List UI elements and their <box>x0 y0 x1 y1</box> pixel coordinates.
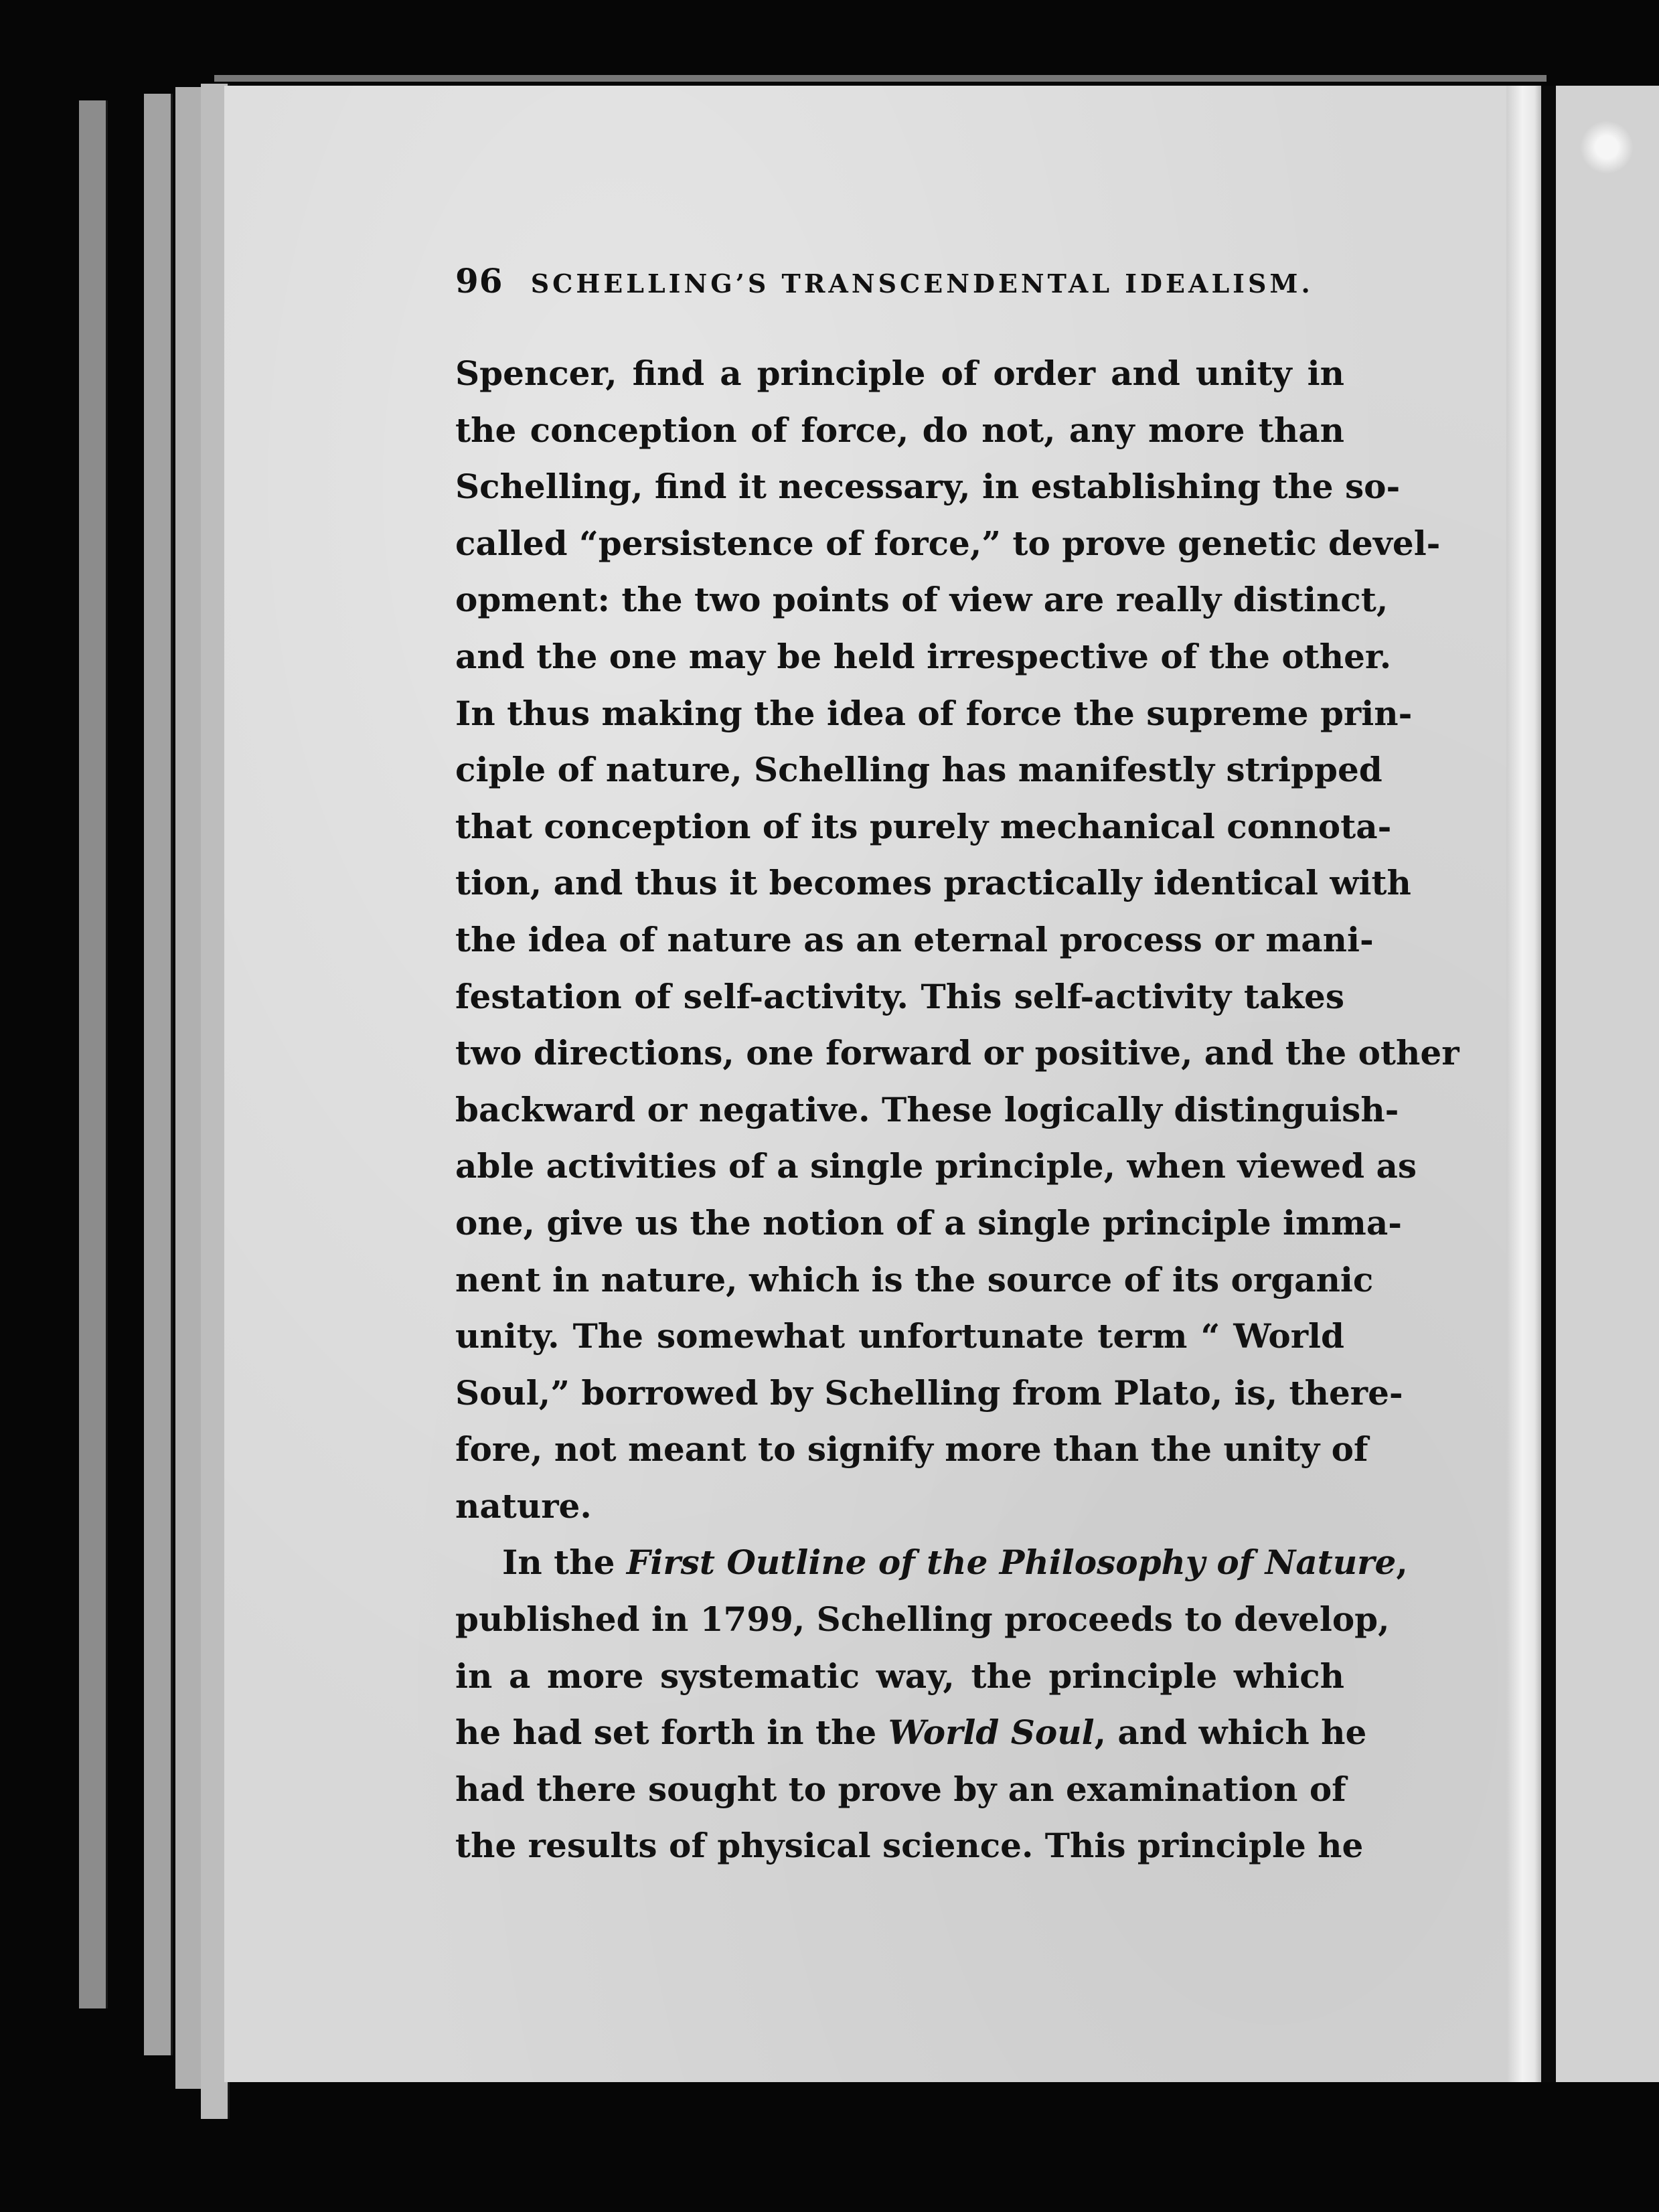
text-line: opment: the two points of view are really distinct, <box>455 580 1389 620</box>
page-edge <box>175 87 204 2089</box>
text-line: Soul,” borrowed by Schelling from Plato, is, there- <box>455 1372 1403 1413</box>
text-run: , and which he <box>1094 1713 1367 1753</box>
text-line: backward or negative. These logically distinguish- <box>455 1089 1399 1129</box>
text-line: the idea of nature as an eternal process or mani- <box>455 919 1374 959</box>
text-line: able activities of a single principle, when viewed as <box>455 1146 1417 1186</box>
text-line: unity. The somewhat unfortunate term “ World <box>455 1316 1344 1356</box>
page-edge <box>79 100 108 2008</box>
book-title-italic: World Soul <box>888 1713 1095 1753</box>
book-title-italic: First Outline of the Philosophy of Nature <box>626 1543 1397 1583</box>
text-line: festation of self-activity. This self-activity takes <box>455 976 1344 1016</box>
text-line: and the one may be held irrespective of the other. <box>455 636 1392 676</box>
text-line: published in 1799, Schelling proceeds to develop, <box>455 1599 1390 1640</box>
text-line: the results of physical science. This principle he <box>455 1826 1364 1866</box>
text-line <box>455 1534 1408 1591</box>
paper-blot <box>1580 121 1634 174</box>
text-line: fore, not meant to signify more than the unity of <box>455 1429 1368 1470</box>
page-number: 96 <box>455 261 503 301</box>
text-line: In thus making the idea of force the supreme prin- <box>455 693 1413 733</box>
text-line: in a more systematic way, the principle which <box>455 1656 1344 1696</box>
body-text <box>455 345 1459 1875</box>
text-line: had there sought to prove by an examination of <box>455 1769 1346 1809</box>
text-run: he had set forth in the <box>455 1713 888 1753</box>
facing-page-edge <box>1556 86 1659 2082</box>
text-line: ciple of nature, Schelling has manifestly stripped <box>455 750 1382 790</box>
book-gutter <box>1506 86 1547 2082</box>
spine-shadow <box>1541 86 1556 2082</box>
text-line: the conception of force, do not, any more than <box>455 410 1344 450</box>
text-line: called “persistence of force,” to prove genetic devel- <box>455 523 1441 563</box>
text-line: nature. <box>455 1486 592 1526</box>
text-line: that conception of its purely mechanical connota- <box>455 806 1392 846</box>
text-line: two directions, one forward or positive, and the other <box>455 1033 1459 1073</box>
running-title: SCHELLING’S TRANSCENDENTAL IDEALISM. <box>530 268 1314 299</box>
text-line <box>455 1705 1367 1761</box>
text-run: , <box>1396 1543 1408 1583</box>
text-line: tion, and thus it becomes practically identical with <box>455 863 1411 903</box>
text-run: In the <box>502 1543 627 1583</box>
text-line: nent in nature, which is the source of its organic <box>455 1259 1374 1299</box>
running-header <box>455 261 1339 301</box>
text-line: Schelling, find it necessary, in establishing the so- <box>455 467 1401 507</box>
text-line: one, give us the notion of a single principle imma- <box>455 1202 1402 1243</box>
text-line: Spencer, find a principle of order and unity in <box>455 353 1344 393</box>
top-edge <box>214 75 1547 82</box>
page-edge <box>144 94 173 2055</box>
